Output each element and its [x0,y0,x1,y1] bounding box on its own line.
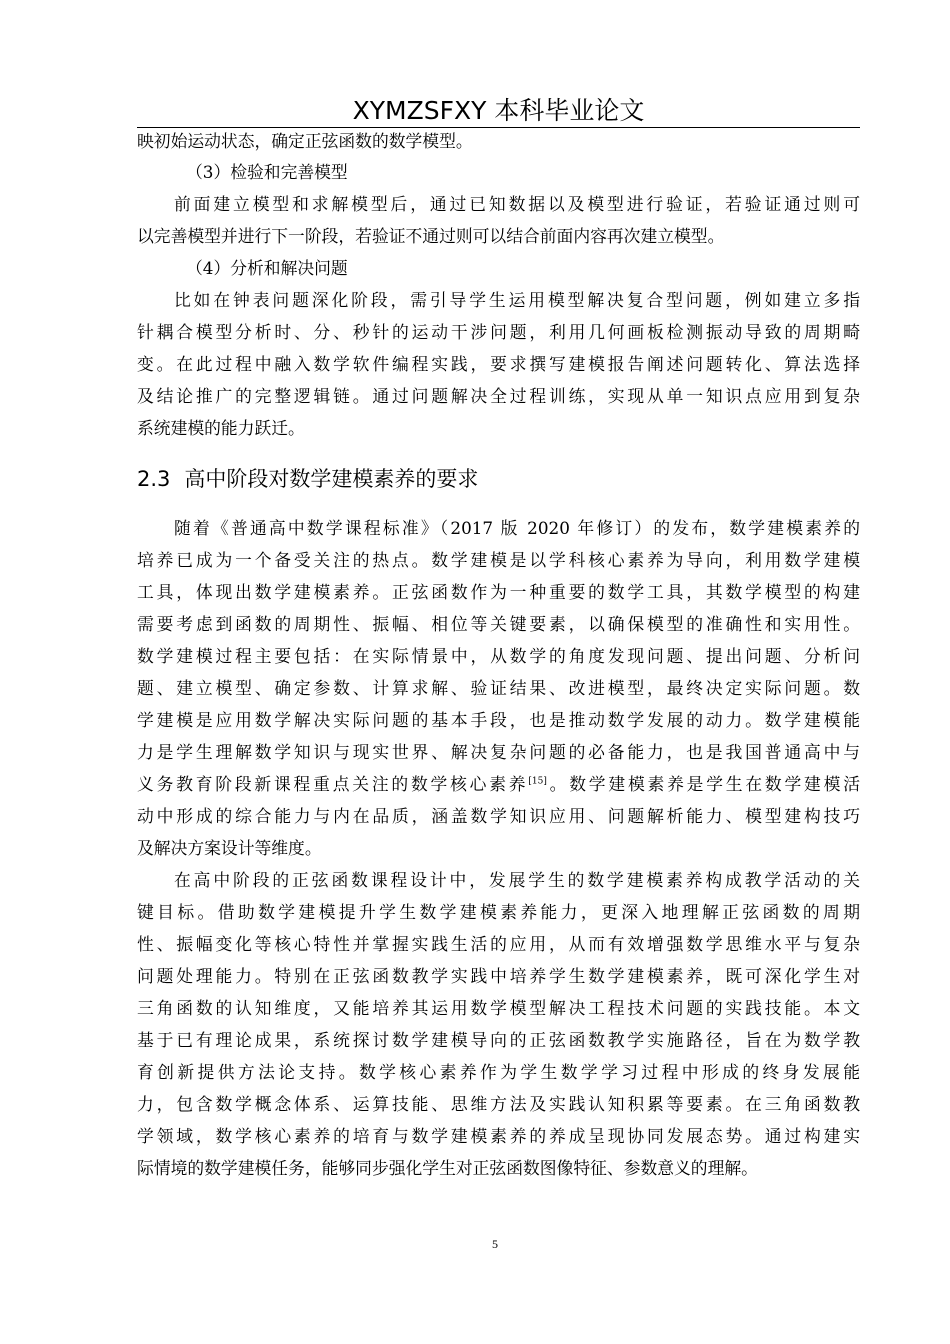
body-line: 针耦合模型分析时、分、秒针的运动干涉问题，利用几何画板检测振动导致的周期畸 [137,322,860,342]
citation-ref[interactable]: [15] [528,776,547,787]
body-line: 学建模是应用数学解决实际问题的基本手段，也是推动数学发展的动力。数学建模能 [137,710,860,730]
list-item-heading: （4）分析和解决问题 [186,258,348,278]
body-line: 力是学生理解数学知识与现实世界、解决复杂问题的必备能力，也是我国普通高中与 [137,742,860,762]
body-line: 变。在此过程中融入数学软件编程实践，要求撰写建模报告阐述问题转化、算法选择 [137,354,860,374]
section-title: 高中阶段对数学建模素养的要求 [184,467,479,491]
body-line: 以完善模型并进行下一阶段，若验证不通过则可以结合前面内容再次建立模型。 [137,226,725,246]
body-line: 在高中阶段的正弦函数课程设计中，发展学生的数学建模素养构成教学活动的关 [174,870,860,890]
body-line: 及结论推广的完整逻辑链。通过问题解决全过程训练，实现从单一知识点应用到复杂 [137,386,860,406]
body-line: 三角函数的认知维度，又能培养其运用数学模型解决工程技术问题的实践技能。本文 [137,998,860,1018]
body-line: 培养已成为一个备受关注的热点。数学建模是以学科核心素养为导向，利用数学建模 [137,550,860,570]
body-line-with-citation [137,772,860,796]
header-rule [137,127,860,128]
citation-text-after: 。数学建模素养是学生在数学建模活 [546,774,860,794]
body-line: 基于已有理论成果，系统探讨数学建模导向的正弦函数教学实施路径，旨在为数学教 [137,1030,860,1050]
body-line: 学领域，数学核心素养的培育与数学建模素养的养成呈现协同发展态势。通过构建实 [137,1126,860,1146]
body-line: 题、建立模型、确定参数、计算求解、验证结果、改进模型，最终决定实际问题。数 [137,678,860,698]
body-line: 前面建立模型和求解模型后，通过已知数据以及模型进行验证，若验证通过则可 [174,194,860,214]
body-line: 数学建模过程主要包括：在实际情景中，从数学的角度发现问题、提出问题、分析问 [137,646,860,666]
body-line: 需要考虑到函数的周期性、振幅、相位等关键要素，以确保模型的准确性和实用性。 [137,614,860,634]
body-line: 及解决方案设计等维度。 [137,838,322,858]
body-line: 性、振幅变化等核心特性并掌握实践生活的应用，从而有效增强数学思维水平与复杂 [137,934,860,954]
body-line: 映初始运动状态，确定正弦函数的数学模型。 [137,131,473,151]
body-line: 系统建模的能力跃迁。 [137,418,305,438]
page-number: 5 [492,1237,498,1251]
body-line: 动中形成的综合能力与内在品质，涵盖数学知识应用、问题解析能力、模型建构技巧 [137,806,860,826]
section-number: 2.3 [137,467,171,491]
body-line: 问题处理能力。特别在正弦函数教学实践中培养学生数学建模素养，既可深化学生对 [137,966,860,986]
body-line: 力，包含数学概念体系、运算技能、思维方法及实践认知积累等要素。在三角函数教 [137,1094,860,1114]
body-line: 随着《普通高中数学课程标准》（2017 版 2020 年修订）的发布，数学建模素养的 [174,518,860,538]
body-line: 际情境的数学建模任务，能够同步强化学生对正弦函数图像特征、参数意义的理解。 [137,1158,758,1178]
body-line: 工具，体现出数学建模素养。正弦函数作为一种重要的数学工具，其数学模型的构建 [137,582,860,602]
body-line: 育创新提供方法论支持。数学核心素养作为学生数学学习过程中形成的终身发展能 [137,1062,860,1082]
list-item-heading: （3）检验和完善模型 [186,162,348,182]
section-heading [137,464,478,494]
running-header-title: XYMZSFXY 本科毕业论文 [352,96,645,125]
body-line: 键目标。借助数学建模提升学生数学建模素养能力，更深入地理解正弦函数的周期 [137,902,860,922]
citation-text-before: 义务教育阶段新课程重点关注的数学核心素养 [137,774,529,794]
body-line: 比如在钟表问题深化阶段，需引导学生运用模型解决复合型问题，例如建立多指 [174,290,860,310]
